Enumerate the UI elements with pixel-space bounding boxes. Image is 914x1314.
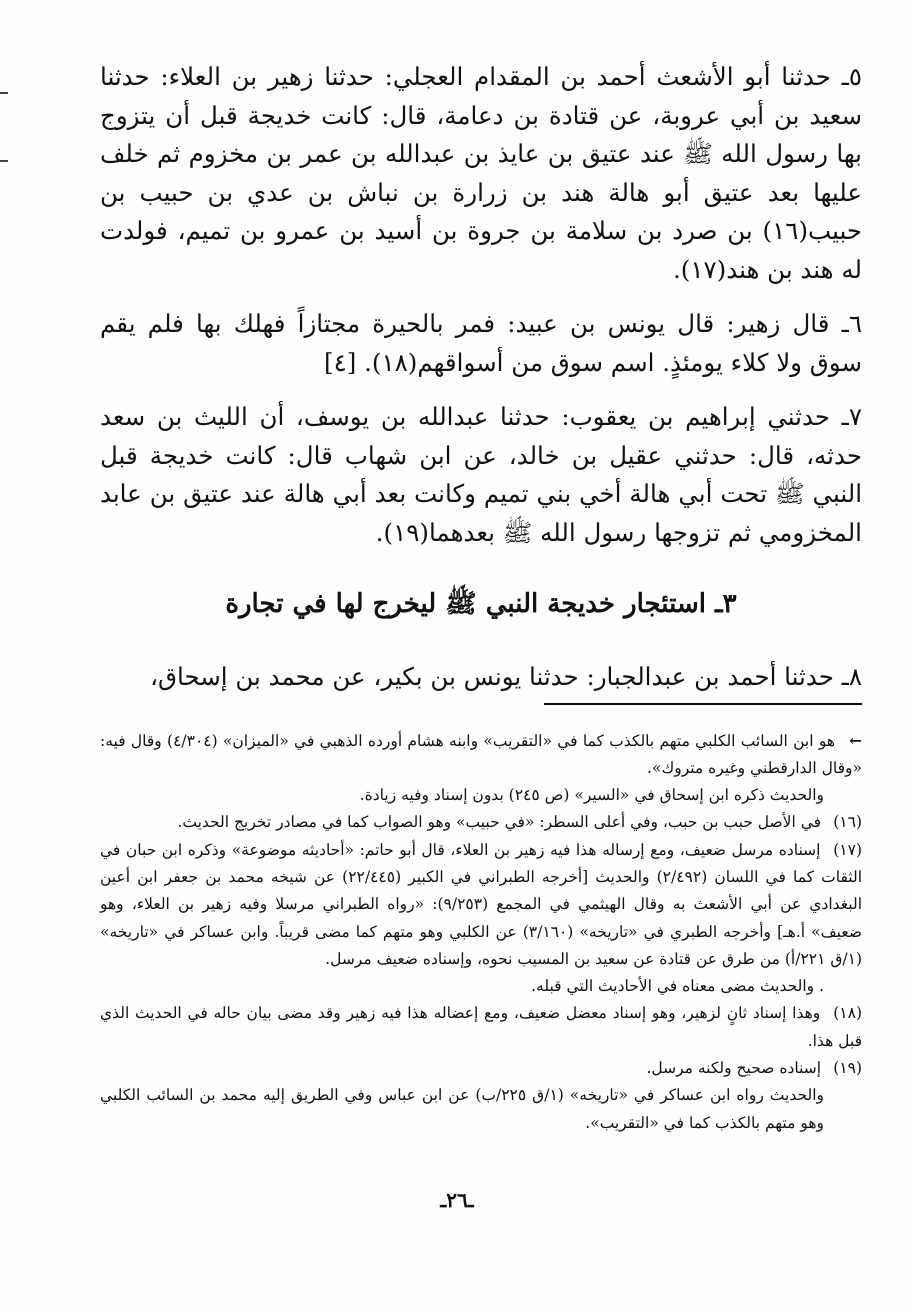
hadith-paragraph-5: ٥ـ حدثنا أبو الأشعث أحمد بن المقدام العجلي: حدثنا زهير بن العلاء: حدثنا سعيد بن أبي عروبة، عن قتادة بن دعامة، قال: كانت خديجة قبل أن يتزوج بها رسول الله ﷺ عند عتيق بن عايذ بن عبدالله بن عمر بن مخزوم ثم خلف عليها بعد عتيق أبو هالة هند بن زرارة بن نباش بن عدي بن حبيب بن حبيب(١٦) بن صرد بن سلامة بن جروة بن أسيد بن عمرو بن تميم، فولدت له هند بن هند(١٧). — [100, 62, 862, 284]
section-heading: ٣ـ استئجار خديجة النبي ﷺ ليخرج لها في تجارة — [225, 589, 737, 619]
footnote-continuation: ←هو ابن السائب الكلبي متهم بالكذب كما في «التقريب» وابنه هشام أورده الذهبي في «الميزان» (٤/٣٠٤) وقال فيه: «وقال الدارقطني وغيره متروك». — [100, 727, 862, 783]
footnote-19-extra: والحديث رواه ابن عساكر في «تاريخه» (١/ق ٢٢٥/ب) عن ابن عباس وفي الطريق إليه محمد بن السائب الكلبي وهو متهم بالكذب كما في «التقريب». — [100, 1086, 824, 1132]
footnote-17-extra: . والحديث مضى معناه في الأحاديث التي قبله. — [531, 977, 824, 996]
footnote-17: (١٧) إسناده مرسل ضعيف، ومع إرساله هذا فيه زهير بن العلاء، قال أبو حاتم: «أحاديثه موضوعة» وذكره ابن حبان في الثقات كما في اللسان (٢/٤٩٢) والحديث [أخرجه الطبراني في الكبير (٢٢/٤٤٥) عن شيخه محمد بن جعفر ابن أعين البغدادي عن أبي الأشعث به وقال الهيثمي في المجمع (٩/٢٥٣): «رواه الطبراني مرسلا وفيه زهير بن العلاء، وهو ضعيف» أ.هـ] وأخرجه الطبري في «تاريخه» (٣/١٦٠) عن الكلبي وهو متهم كما مضى قريباً. وابن عساكر في «تاريخه» (١/ق ٢٢١/أ) من طرق عن قتادة عن سعيد بن المسيب نحوه، وإسناده ضعيف مرسل. — [100, 837, 862, 973]
footnote-number: (١٩) — [833, 1059, 862, 1078]
hadith-paragraph-6: ٦ـ قال زهير: قال يونس بن عبيد: فمر بالحيرة مجتازاً فهلك بها فلم يقم سوق ولا كلاء يومئذٍ. اسم سوق من أسواقهم(١٨). [٤] — [100, 309, 862, 377]
footnote-continuation-extra: والحديث ذكره ابن إسحاق في «السير» (ص ٢٤٥) بدون إسناد وفيه زيادة. — [359, 786, 824, 805]
footnote-number: (١٦) — [833, 813, 862, 832]
footnote-19: (١٩) إسناده صحيح ولكنه مرسل. — [100, 1055, 862, 1082]
hadith-paragraph-7: ٧ـ حدثني إبراهيم بن يعقوب: حدثنا عبدالله بن يوسف، أن الليث بن سعد حدثه، قال: حدثني عقيل بن خالد، عن ابن شهاب قال: كانت خديجة قبل النبي ﷺ تحت أبي هالة أخي بني تميم وكانت بعد أبي هالة عند عتيق بن عابد المخزومي ثم تزوجها رسول الله ﷺ بعدهما(١٩). — [100, 402, 862, 547]
margin-tick-top — [0, 92, 8, 94]
footnote-number: (١٧) — [833, 840, 862, 859]
footnotes — [100, 727, 862, 1137]
margin-tick-middle — [0, 160, 8, 162]
footnote-18: (١٨) وهذا إسناد ثانٍ لزهير، وهو إسناد معضل ضعيف، ومع إعضاله هذا فيه زهير وقد مضى بيان حاله في الحديث الذي قبل هذا. — [100, 1000, 862, 1055]
continuation-arrow-icon: ← — [849, 730, 862, 750]
page-body — [100, 58, 862, 1137]
footnote-separator — [544, 703, 862, 705]
page-number: ـ٢٦ـ — [440, 1188, 474, 1212]
footnote-number: (١٨) — [833, 1004, 862, 1023]
hadith-paragraph-8: ٨ـ حدثنا أحمد بن عبدالجبار: حدثنا يونس بن بكير، عن محمد بن إسحاق، — [150, 662, 862, 691]
footnote-16: (١٦) في الأصل حبب بن حبب، وفي أعلى السطر: «في حبيب» وهو الصواب كما في مصادر تخريج الحديث. — [100, 809, 862, 836]
